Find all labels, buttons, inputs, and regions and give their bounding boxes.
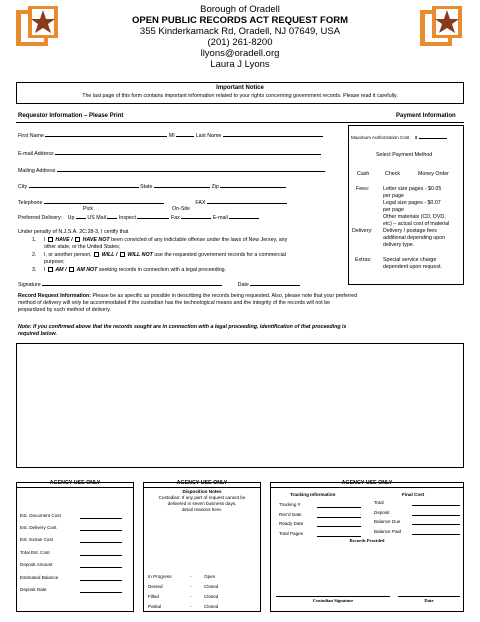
agency-heading-3: AGENCY USE ONLY <box>341 480 393 486</box>
custodian-signature-label: Custodian Signature <box>312 598 354 603</box>
tracking-label: Total Pages <box>279 530 304 536</box>
fax-field[interactable] <box>207 198 287 204</box>
final-cost-heading: Final Cost <box>402 492 425 497</box>
final-cost-field[interactable] <box>412 524 460 525</box>
agency-cost-field[interactable] <box>80 542 122 543</box>
status-dash: - <box>190 604 192 609</box>
fees-list: Letter size pages - $0.05 per page Legal size pages - $0.07 per page Other materials (CD, DVD, etc) – actual cost of material <box>383 186 450 227</box>
status-dash: - <box>190 594 192 599</box>
am-not-checkbox[interactable] <box>69 267 74 272</box>
mailing-address-field[interactable] <box>57 166 325 172</box>
important-notice <box>16 82 464 104</box>
payment-heading: Payment Information <box>396 113 456 119</box>
mailing-row: Mailing Address <box>18 166 325 174</box>
agency-heading-1: AGENCY USE ONLY <box>49 480 101 486</box>
tracking-label: Rec'd Date <box>279 511 302 517</box>
last-name-field[interactable] <box>223 131 323 137</box>
delivery-row: Preferred Delivery: Up US Mail Inspect Fax E-mail <box>18 213 259 221</box>
max-auth-field[interactable] <box>419 133 447 139</box>
check-option[interactable]: Check <box>385 171 401 177</box>
tracking-label: Ready Date <box>279 521 304 526</box>
mi-field[interactable] <box>176 131 194 137</box>
email: llyons@oradell.org <box>200 47 280 59</box>
certify-1: 1. I HAVE / HAVE NOT been convicted of any indictable offense under the laws of New Jersey, any <box>32 237 288 243</box>
penalty-text: Under penalty of N.J.S.A. 2C:28-3, I certify that <box>18 229 129 235</box>
delivery-text: Delivery / postage fees additional depending upon delivery type. <box>383 228 446 248</box>
cash-option[interactable]: Cash <box>357 171 370 177</box>
zip-field[interactable] <box>220 182 286 188</box>
agency-cost-label: Est. Delivery Cost <box>20 525 57 530</box>
telephone-row: Telephone FAX <box>18 198 287 206</box>
city-row: City State Zip <box>18 182 286 190</box>
final-cost-field[interactable] <box>412 534 460 535</box>
status-label[interactable]: In Progress <box>148 574 172 579</box>
final-cost-field[interactable] <box>412 505 460 506</box>
requestor-heading: Requestor Information – Please Print <box>18 113 124 119</box>
record-request-textarea[interactable] <box>16 343 464 468</box>
custodian-date-label: Date <box>424 598 434 603</box>
agency-cost-field[interactable] <box>80 567 122 568</box>
email-option[interactable] <box>229 213 259 219</box>
final-cost-label: Balance Paid <box>374 528 402 534</box>
address: 355 Kinderkamack Rd, Oradell, NJ 07649, USA <box>139 25 341 37</box>
money-order-option[interactable]: Money Order <box>418 171 449 177</box>
agency-cost-label: Estimated Balance <box>20 575 59 580</box>
tracking-field[interactable] <box>317 507 361 508</box>
agency-cost-field[interactable] <box>80 530 122 531</box>
status-value: Closed <box>204 594 219 599</box>
fees-label: Fees: <box>356 186 370 192</box>
first-name-field[interactable] <box>45 131 167 137</box>
inspect-option[interactable] <box>137 213 169 219</box>
am-checkbox[interactable] <box>48 267 53 272</box>
email-row: E-mail Address <box>18 149 321 157</box>
record-request-info: Record Request Information: Please be as specific as possible in describing the records being requested. Also, please note that your preferred method of delivery will only be accommodated if the custodian has the technological means and the integrity of the records will not be jeopardized by such method of delivery. <box>18 293 358 314</box>
notice-title: Important Notice <box>216 85 264 91</box>
form-title: OPEN PUBLIC RECORDS ACT REQUEST FORM <box>131 14 349 26</box>
state-field[interactable] <box>154 182 210 188</box>
certify-3: 3. I AM / AM NOT seeking records in connection with a legal proceeding. <box>32 267 227 273</box>
status-dash: - <box>190 584 192 589</box>
agency-cost-field[interactable] <box>80 518 122 519</box>
have-checkbox[interactable] <box>48 237 53 242</box>
select-payment: Select Payment Method <box>376 152 433 158</box>
phone: (201) 261-8200 <box>207 36 273 48</box>
agency-heading-2: AGENCY USE ONLY <box>176 480 228 486</box>
signature-field[interactable] <box>42 280 222 286</box>
name-row: First Name MI Last Name <box>18 131 323 139</box>
status-label[interactable]: Partial <box>148 604 162 609</box>
status-label[interactable]: Filled <box>148 594 159 599</box>
custodian-name: Laura J Lyons <box>210 58 270 70</box>
pick-label: Pick <box>83 206 94 212</box>
usmail-option[interactable] <box>107 213 117 219</box>
final-cost-label: Balance Due <box>374 519 401 524</box>
status-value: Closed <box>204 584 219 589</box>
delivery-label: Delivery: <box>352 228 373 234</box>
status-label[interactable]: Denied <box>148 584 163 589</box>
pickup-option[interactable] <box>76 213 86 219</box>
date-field[interactable] <box>250 280 300 286</box>
legal-note: Note: If you confirmed above that the records sought are in connection with a legal proceeding, identification of that proceeding is required below. <box>18 324 347 338</box>
agency-cost-label: Deposit Amount <box>20 562 53 567</box>
final-cost-label: Deposit <box>374 509 390 515</box>
max-auth: Maximum Authorization Cost $ <box>351 133 447 140</box>
certify-1-cont: other state, or the United States; <box>44 244 121 250</box>
tracking-field[interactable] <box>317 517 361 518</box>
fax-option[interactable] <box>181 213 211 219</box>
final-cost-label: Total <box>374 500 384 505</box>
certify-2: 2. I, or another person, WILL / WILL NOT use the requested government records for a commercial <box>32 252 286 258</box>
will-not-checkbox[interactable] <box>120 252 125 257</box>
form-header <box>0 5 480 71</box>
extras-label: Extras: <box>355 257 372 263</box>
agency-cost-label: Deposit Date <box>20 587 47 592</box>
extras-text: Special service charge dependent upon request. <box>383 257 442 270</box>
tracking-field[interactable] <box>317 536 361 537</box>
agency-cost-field[interactable] <box>80 580 122 581</box>
disposition-notes: Disposition Notes Custodian: If any part of request cannot be delivered in seven business days, detail reasons here. <box>158 489 246 512</box>
certify-2-cont: purpose; <box>44 259 65 265</box>
status-value: Open <box>204 574 216 579</box>
agency-cost-label: Est. Extras Cost <box>20 537 53 542</box>
have-not-checkbox[interactable] <box>75 237 80 242</box>
onsite-label: On-Site <box>172 206 190 212</box>
agency-cost-label: Est. Document Cost <box>20 513 61 518</box>
telephone-field[interactable] <box>44 198 164 204</box>
records-provided-label: Records Provided <box>349 538 385 543</box>
tracking-field[interactable] <box>317 526 361 527</box>
status-value: Closed <box>204 604 219 609</box>
agency-cost-field[interactable] <box>80 592 122 593</box>
borough-name: Borough of Oradell <box>200 4 280 15</box>
notice-text: The last page of this form contains important information related to your rights concerning government records. Please read it carefully. <box>82 93 398 99</box>
status-dash: - <box>190 574 192 579</box>
final-cost-field[interactable] <box>412 515 460 516</box>
email-field[interactable] <box>55 149 321 155</box>
agency-cost-label: Total Est. Cost <box>20 550 50 555</box>
agency-cost-field[interactable] <box>80 555 122 556</box>
tracking-label: Tracking # <box>279 502 301 507</box>
city-field[interactable] <box>29 182 139 188</box>
will-checkbox[interactable] <box>94 252 99 257</box>
tracking-heading: Tracking Information <box>290 492 336 497</box>
signature-row: Signature Date <box>18 280 300 288</box>
